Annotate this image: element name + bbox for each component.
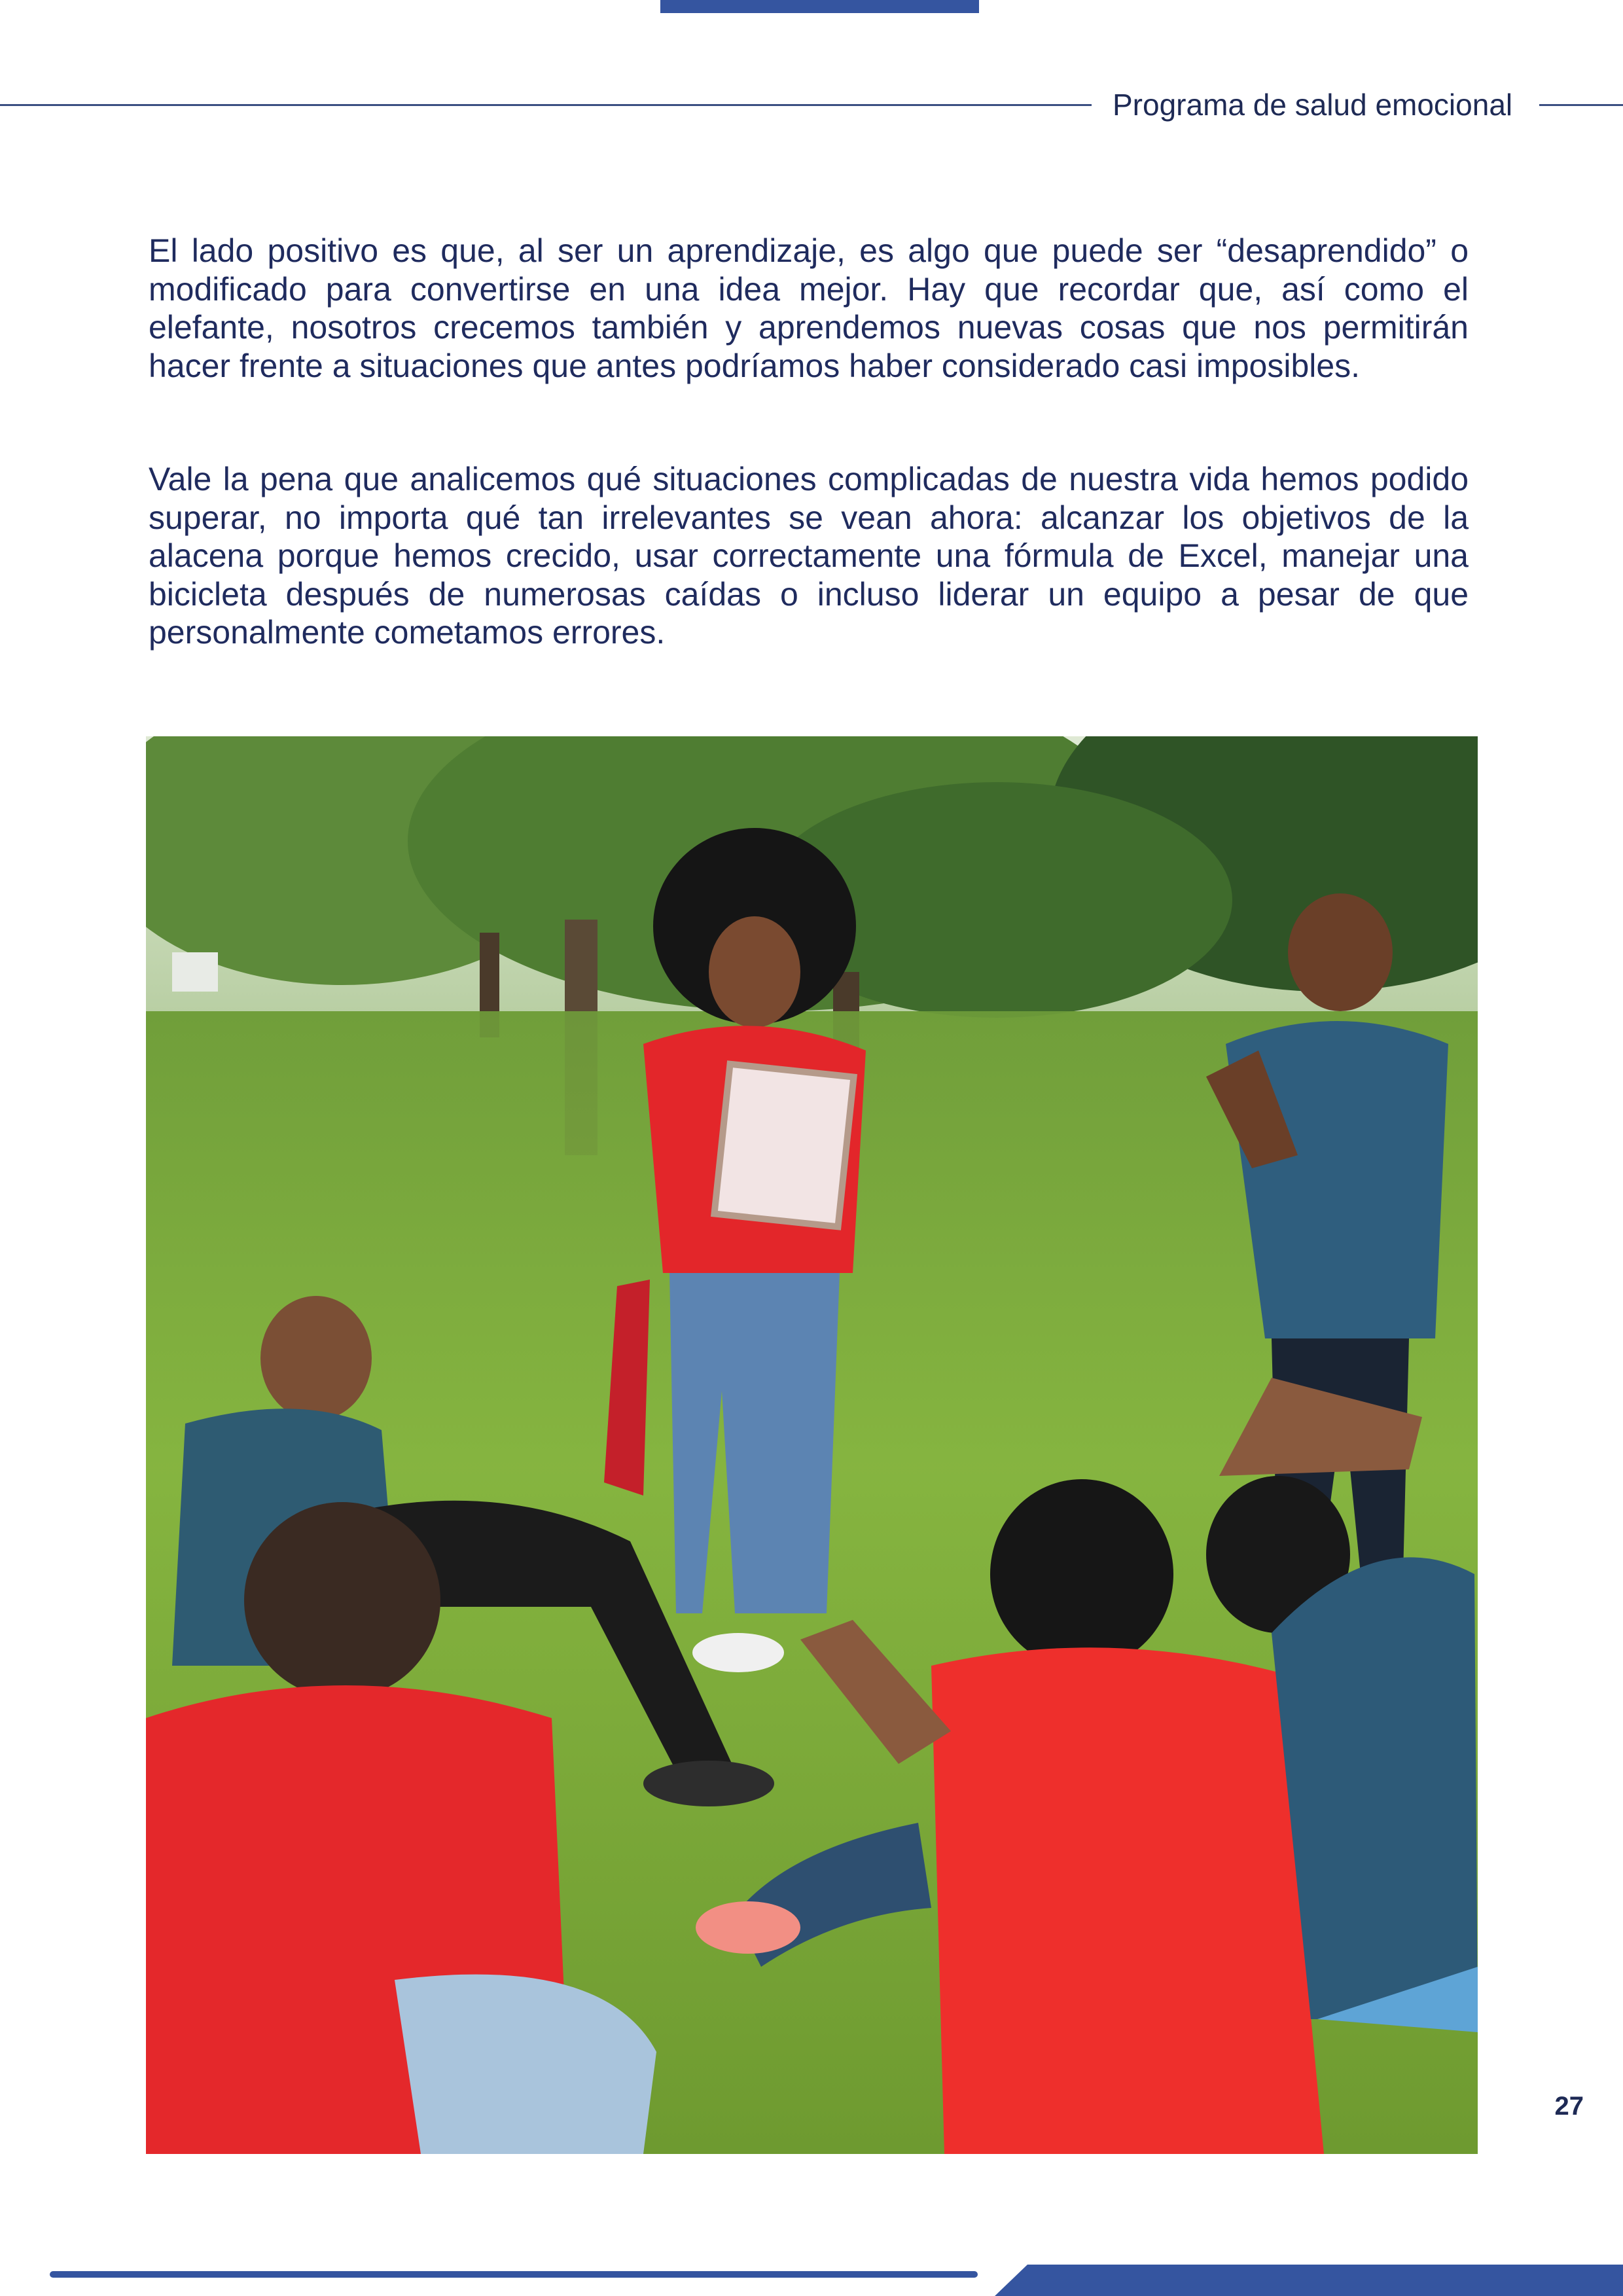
footer-accent-block [995, 2265, 1623, 2296]
header-rule-right [1539, 104, 1623, 106]
header-accent-tab [660, 0, 979, 13]
page-number: 27 [1554, 2092, 1584, 2121]
header-rule-left [0, 104, 1092, 106]
running-header-title: Programa de salud emocional [1113, 88, 1513, 122]
footer-accent-line [50, 2271, 978, 2278]
group-celebration-photo [146, 736, 1478, 2154]
body-paragraph-1: El lado positivo es que, al ser un aprendizaje, es algo que puede ser “desaprendido” o modificado para convertirse en una idea mejor. Hay que recordar que, así como el elefante, nosotros crecemos también y aprendemos nuevas cosas que nos permitirán hacer frente a situaciones que antes podríamos haber considerado casi imposibles. [149, 232, 1469, 384]
body-paragraph-2: Vale la pena que analicemos qué situaciones complicadas de nuestra vida hemos podido superar, no importa qué tan irrelevantes se vean ahora: alcanzar los objetivos de la alacena porque hemos crecido, usar correctamente una fórmula de Excel, manejar una bicicleta después de numerosas caídas o incluso liderar un equipo a pesar de que personalmente cometamos errores. [149, 461, 1469, 651]
